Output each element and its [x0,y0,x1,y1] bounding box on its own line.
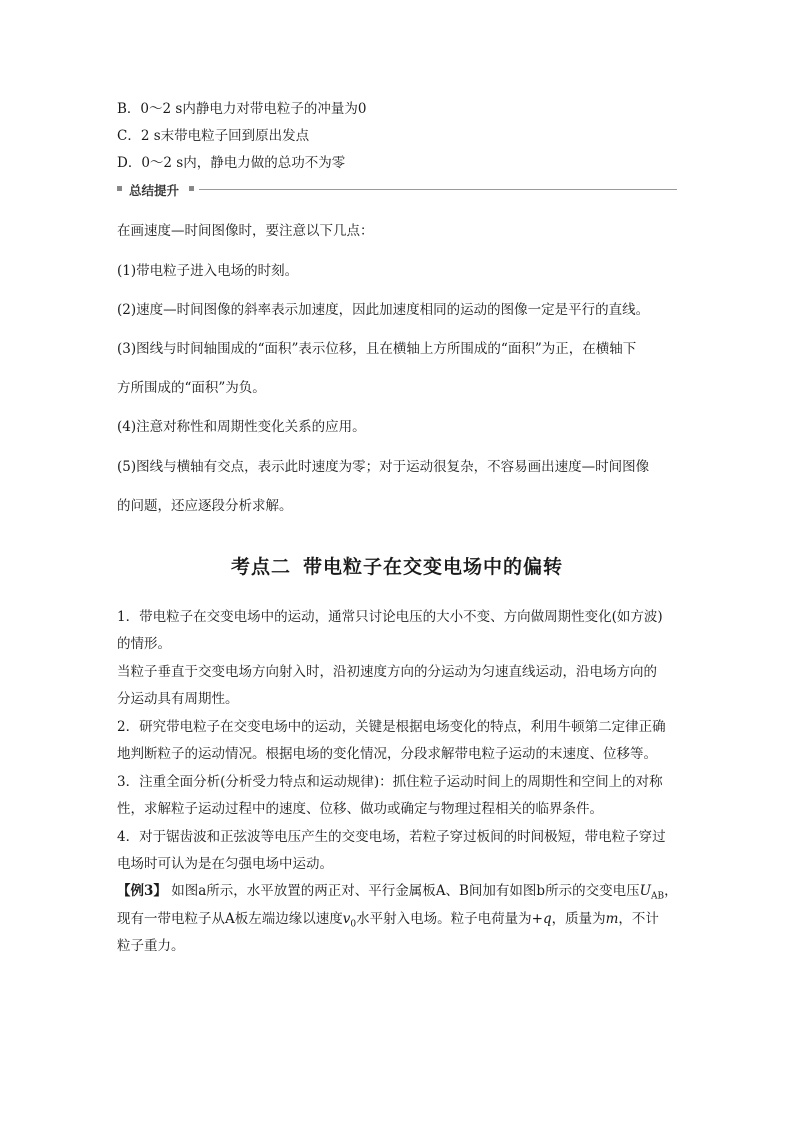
body-line: 4．对于锯齿波和正弦波等电压产生的交变电场，若粒子穿过板间的时间极短，带电粒子穿过 [117,829,666,845]
square-bullet-icon [117,186,122,191]
square-bullet-icon [189,186,194,191]
body-line: 的情形。 [117,636,171,652]
body-line: 地判断粒子的运动情况。根据电场的变化情况，分段求解带电粒子运动的末速度、位移等。 [117,746,657,762]
body-line: 1．带电粒子在交变电场中的运动，通常只讨论电压的大小不变、方向做周期性变化(如方波) [117,609,663,625]
example-line: 粒子重力。 [117,938,185,954]
subscript: 0 [350,919,357,930]
summary-point: (2)速度—时间图像的斜率表示加速度，因此加速度相同的运动的图像一定是平行的直线。 [117,302,650,318]
example-text: 水平射入电场。粒子电荷量为+ [356,911,543,927]
summary-intro: 在画速度—时间图像时，要注意以下几点： [117,223,374,239]
summary-point: (4)注意对称性和周期性变化关系的应用。 [117,419,366,435]
body-line: 3．注重全面分析(分析受力特点和运动规律)：抓住粒子运动时间上的周期性和空间上的对称 [117,774,663,790]
summary-point: (3)图线与时间轴围成的“面积”表示位移，且在横轴上方所围成的“面积”为正，在横轴下 [117,341,637,357]
divider [199,189,677,190]
summary-point: (1)带电粒子进入电场的时刻。 [117,263,299,279]
option-d: D．0～2 s内，静电力做的总功不为零 [117,155,346,171]
variable: U [639,883,651,899]
variable: q [542,911,552,927]
body-line: 电场时可认为是在匀强电场中运动。 [117,856,333,872]
section-title-text: 带电粒子在交变电场中的偏转 [303,556,564,578]
body-line: 当粒子垂直于交变电场方向射入时，沿初速度方向的分运动为匀速直线运动，沿电场方向的 [117,664,657,680]
summary-heading [117,181,677,197]
example-text: ， [664,883,678,899]
body-line: 2．研究带电粒子在交变电场中的运动，关键是根据电场变化的特点，利用牛顿第二定律正确 [117,719,666,735]
summary-point: 的问题，还应逐段分析求解。 [117,498,293,514]
example-text: 现有一带电粒子从A板左端边缘以速度 [117,911,343,927]
summary-point: 方所围成的“面积”为负。 [117,380,266,396]
example-tag: 【例3】 [117,883,167,899]
section-title [0,552,794,579]
subscript: AB [650,891,665,902]
variable: v [342,911,351,927]
example-line [117,907,659,930]
option-c: C．2 s末带电粒子回到原出发点 [117,128,310,144]
example-line [117,879,678,902]
example-text: ，质量为 [551,911,606,927]
body-line: 性，求解粒子运动过程中的速度、位移、做功或确定与物理过程相关的临界条件。 [117,801,603,817]
summary-heading-label: 总结提升 [129,183,180,198]
example-text: ，不计 [618,911,659,927]
summary-point: (5)图线与横轴有交点，表示此时速度为零；对于运动很复杂，不容易画出速度—时间图像 [117,459,650,475]
section-label: 考点二 [230,556,291,578]
example-text: 如图a所示，水平放置的两正对、平行金属板A、B间加有如图b所示的交变电压 [171,883,640,899]
variable: m [605,911,619,927]
body-line: 分运动具有周期性。 [117,691,239,707]
option-b: B．0～2 s内静电力对带电粒子的冲量为0 [117,101,367,117]
